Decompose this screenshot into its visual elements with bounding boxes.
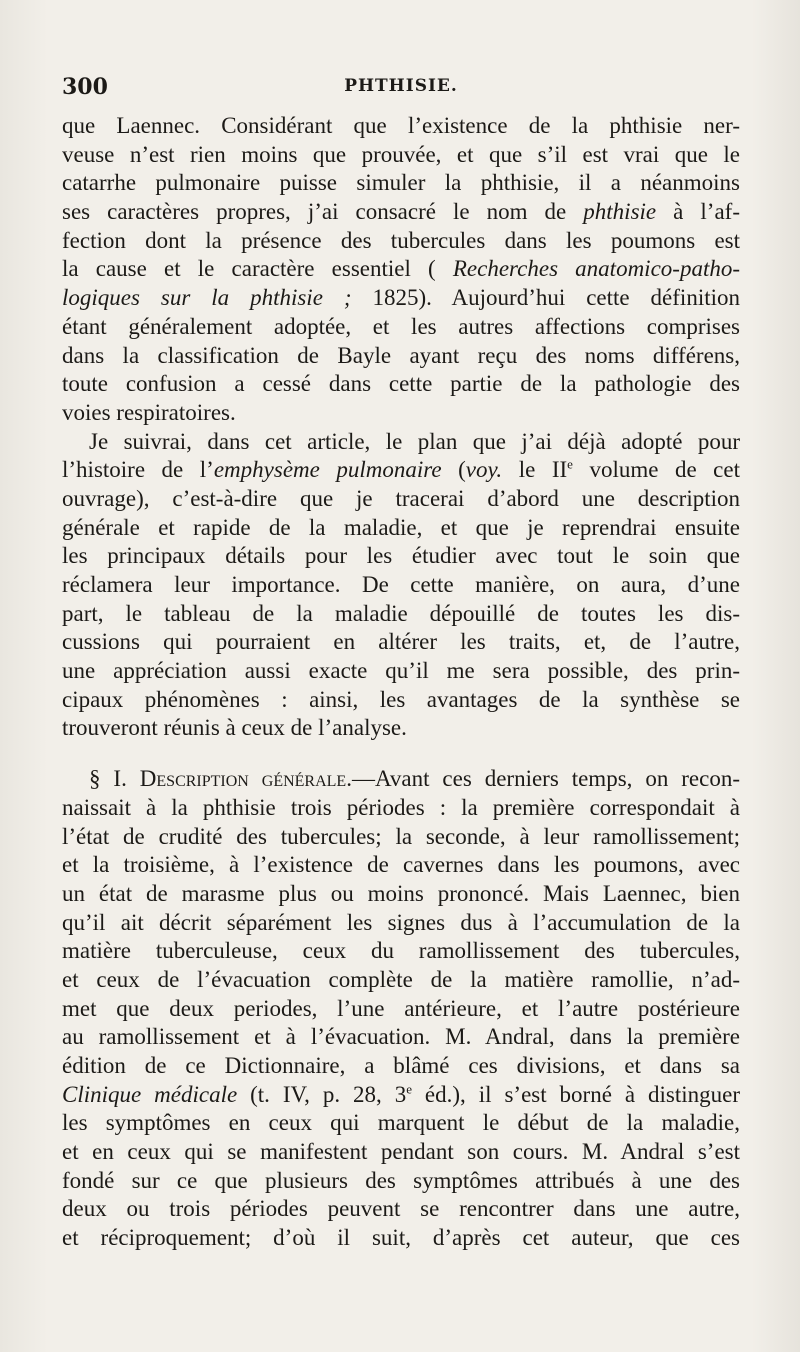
text-line: catarrhe pulmonaire puisse simuler la phthisie, il a néanmoins bbox=[62, 170, 740, 196]
text-line: et la troisième, à l’existence de cavernes dans les poumons, avec bbox=[62, 852, 740, 878]
text-line: § I. Description générale.—Avant ces derniers temps, on recon- bbox=[89, 766, 740, 792]
running-title: PHTHISIE. bbox=[344, 76, 458, 96]
text-line: étant généralement adoptée, et les autres affections comprises bbox=[62, 313, 740, 339]
text-line: veuse n’est rien moins que prouvée, et que s’il est vrai que le bbox=[62, 141, 740, 167]
section-heading: Description générale. bbox=[139, 766, 352, 792]
text-line: et en ceux qui se manifestent pendant son cours. M. Andral s’est bbox=[62, 1139, 740, 1165]
body-text bbox=[62, 112, 740, 1253]
text-line: générale et rapide de la maladie, et que je reprendrai ensuite bbox=[62, 514, 740, 540]
text-line: met que deux periodes, l’une antérieure, et l’autre postérieure bbox=[62, 995, 740, 1021]
text-line: part, le tableau de la maladie dépouillé de toutes les dis- bbox=[62, 600, 740, 626]
text-line: matière tuberculeuse, ceux du ramollissement des tubercules, bbox=[62, 938, 740, 964]
text-line: que Laennec. Considérant que l’existence de la phthisie ner- bbox=[62, 113, 740, 138]
text-line: Je suivrai, dans cet article, le plan que j’ai déjà adopté pour bbox=[89, 428, 740, 454]
paragraph-1 bbox=[62, 112, 740, 428]
text-line: trouveront réunis à ceux de l’analyse. bbox=[62, 715, 407, 741]
text-line: et réciproquement; d’où il suit, d’après cet auteur, que ces bbox=[62, 1225, 740, 1251]
text-line: les principaux détails pour les étudier avec tout le soin que bbox=[62, 543, 740, 569]
text-line: fondé sur ce que plusieurs des symptômes attribués à une des bbox=[62, 1167, 740, 1193]
text-line: deux ou trois périodes peuvent se rencontrer dans une autre, bbox=[62, 1196, 740, 1222]
text-line: ses caractères propres, j’ai consacré le nom de phthisie à l’af- bbox=[62, 199, 740, 225]
paragraph-3 bbox=[62, 765, 740, 1253]
text-line: cussions qui pourraient en altérer les traits, et, de l’autre, bbox=[62, 629, 740, 655]
text-line: édition de ce Dictionnaire, a blâmé ces divisions, et dans sa bbox=[62, 1053, 740, 1078]
text-line: et ceux de l’évacuation complète de la matière ramollie, n’ad- bbox=[62, 966, 740, 992]
section-number: § I. bbox=[89, 766, 140, 792]
text-line: réclamera leur importance. De cette manière, on aura, d’une bbox=[62, 572, 740, 597]
text-line: voies respiratoires. bbox=[62, 399, 236, 425]
paragraph-2 bbox=[62, 428, 740, 744]
text-line: l’histoire de l’emphysème pulmonaire (voy. le IIe volume de cet bbox=[62, 456, 740, 483]
text-line: Clinique médicale (t. IV, p. 28, 3e éd.), il s’est borné à distinguer bbox=[62, 1081, 740, 1107]
text-line: l’état de crudité des tubercules; la seconde, à leur ramollissement; bbox=[62, 823, 740, 849]
page-number: 300 bbox=[62, 74, 108, 100]
text-line: une appréciation aussi exacte qu’il me sera possible, des prin- bbox=[62, 658, 740, 684]
text-line: logiques sur la phthisie ; 1825). Aujourd’hui cette définition bbox=[62, 285, 740, 311]
text-line: un état de marasme plus ou moins prononcé. Mais Laennec, bien bbox=[62, 880, 740, 906]
text-line: la cause et le caractère essentiel ( Recherches anatomico-patho- bbox=[62, 256, 740, 282]
text-line: naissait à la phthisie trois périodes : la première correspondait à bbox=[62, 794, 740, 820]
text-line: dans la classification de Bayle ayant reçu des noms différens, bbox=[62, 342, 740, 368]
text-line: ouvrage), c’est-à-dire que je tracerai d’abord une description bbox=[62, 485, 740, 511]
text-line: cipaux phénomènes : ainsi, les avantages de la synthèse se bbox=[62, 686, 740, 712]
text-line: fection dont la présence des tubercules dans les poumons est bbox=[62, 227, 740, 253]
page-header bbox=[62, 74, 740, 104]
text-line: les symptômes en ceux qui marquent le début de la maladie, bbox=[62, 1110, 740, 1136]
text-line: toute confusion a cessé dans cette partie de la pathologie des bbox=[62, 371, 740, 397]
text-line: qu’il ait décrit séparément les signes dus à l’accumulation de la bbox=[62, 909, 740, 935]
text-line: au ramollissement et à l’évacuation. M. Andral, dans la première bbox=[62, 1024, 740, 1050]
